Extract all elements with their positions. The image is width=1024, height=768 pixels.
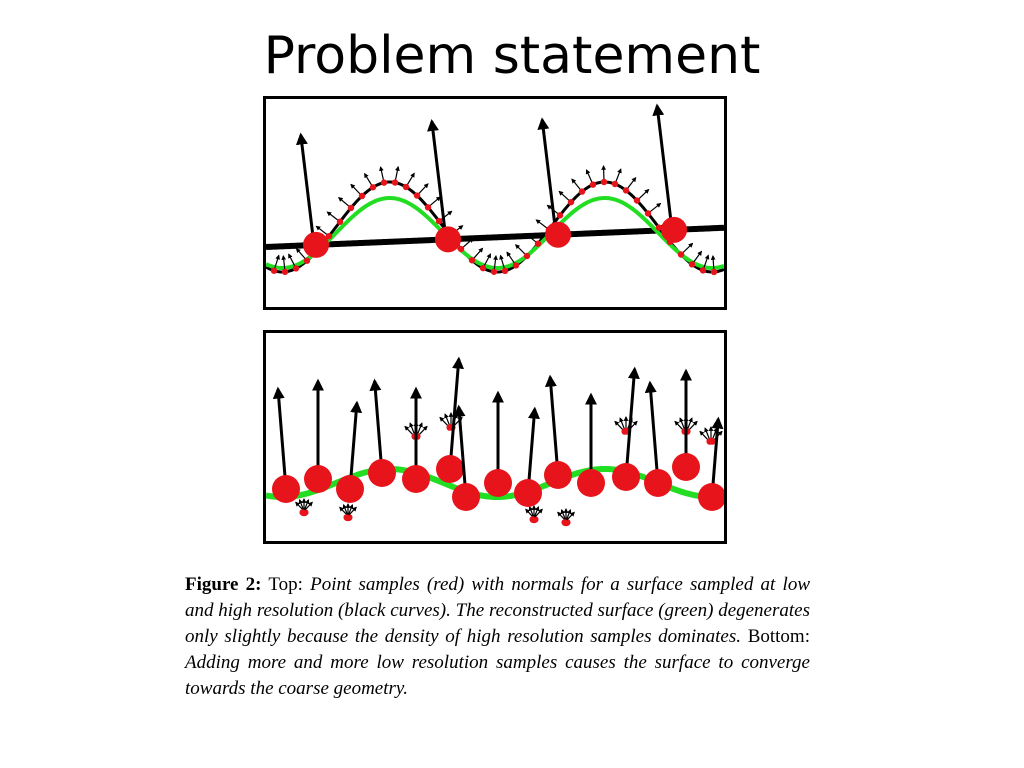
high-res-sample — [293, 265, 299, 271]
high-res-sample — [436, 218, 442, 224]
high-res-sample — [568, 199, 574, 205]
low-res-sample — [644, 469, 672, 497]
low-res-sample — [484, 469, 512, 497]
high-res-sample — [561, 519, 567, 525]
high-res-sample — [623, 187, 629, 193]
low-res-normal — [650, 383, 658, 483]
caption-bottom-label: Bottom: — [747, 626, 810, 647]
low-res-sample — [612, 463, 640, 491]
high-res-sample — [480, 265, 486, 271]
caption-top-text: Point samples (red) with normals for a surface sampled at low and high resolution (black curves). The reconstructed surface (green) degenerates only slightly because the density of high resolution samples dominates. — [185, 574, 810, 647]
high-res-sample — [689, 261, 695, 267]
high-res-sample — [337, 219, 343, 225]
low-res-sample — [336, 475, 364, 503]
high-res-sample — [304, 258, 310, 264]
low-res-sample — [698, 483, 724, 511]
low-res-sample — [368, 459, 396, 487]
high-res-sample — [513, 262, 519, 268]
high-res-sample — [557, 212, 563, 218]
high-res-sample — [491, 269, 497, 275]
high-res-sample — [469, 257, 475, 263]
high-res-sample — [458, 246, 464, 252]
low-res-sample — [545, 222, 571, 248]
high-res-sample — [282, 269, 288, 275]
high-res-sample — [524, 253, 530, 259]
high-res-sample — [711, 269, 717, 275]
low-res-normal — [626, 369, 635, 477]
high-res-sample — [645, 210, 651, 216]
high-res-sample — [601, 179, 607, 185]
low-res-sample — [436, 455, 464, 483]
high-res-sample — [529, 516, 535, 522]
high-res-sample — [709, 438, 715, 444]
caption-top-label: Top: — [268, 574, 303, 595]
low-res-sample — [435, 226, 461, 252]
low-res-sample — [661, 217, 687, 243]
high-res-sample — [502, 268, 508, 274]
high-res-sample — [634, 197, 640, 203]
high-res-sample — [678, 251, 684, 257]
figure-panel-top — [263, 96, 727, 310]
high-res-sample — [403, 184, 409, 190]
high-res-sample — [392, 179, 398, 185]
high-res-sample — [299, 509, 305, 515]
high-res-sample — [590, 181, 596, 187]
high-res-sample — [343, 514, 349, 520]
low-res-sample — [272, 475, 300, 503]
slide-title: Problem statement — [263, 26, 761, 86]
high-res-sample — [700, 267, 706, 273]
top-panel-drawing — [266, 99, 724, 307]
high-res-sample — [348, 205, 354, 211]
high-res-sample — [370, 184, 376, 190]
figure-caption — [185, 572, 810, 702]
low-res-sample — [402, 465, 430, 493]
low-res-sample — [514, 479, 542, 507]
low-res-normal — [657, 106, 672, 230]
low-res-sample — [303, 232, 329, 258]
low-res-normal — [542, 120, 556, 235]
high-res-sample — [381, 179, 387, 185]
low-res-sample — [544, 461, 572, 489]
high-res-sample — [271, 267, 277, 273]
high-res-sample — [359, 193, 365, 199]
figure-panel-bottom — [263, 330, 727, 544]
low-res-sample — [452, 483, 480, 511]
high-res-sample — [535, 240, 541, 246]
low-res-normal — [278, 389, 286, 489]
high-res-sample — [414, 192, 420, 198]
low-res-sample — [577, 469, 605, 497]
high-res-sample — [425, 204, 431, 210]
high-res-sample — [612, 181, 618, 187]
high-res-sample — [579, 188, 585, 194]
low-res-normal — [550, 377, 558, 475]
bottom-panel-drawing — [266, 333, 724, 541]
low-res-sample — [304, 465, 332, 493]
low-res-sample — [672, 453, 700, 481]
low-res-normal — [301, 135, 314, 245]
caption-bottom-text: Adding more and more low resolution samples causes the surface to converge towards the coarse geometry. — [185, 652, 810, 699]
caption-figure-label: Figure 2: — [185, 574, 262, 595]
